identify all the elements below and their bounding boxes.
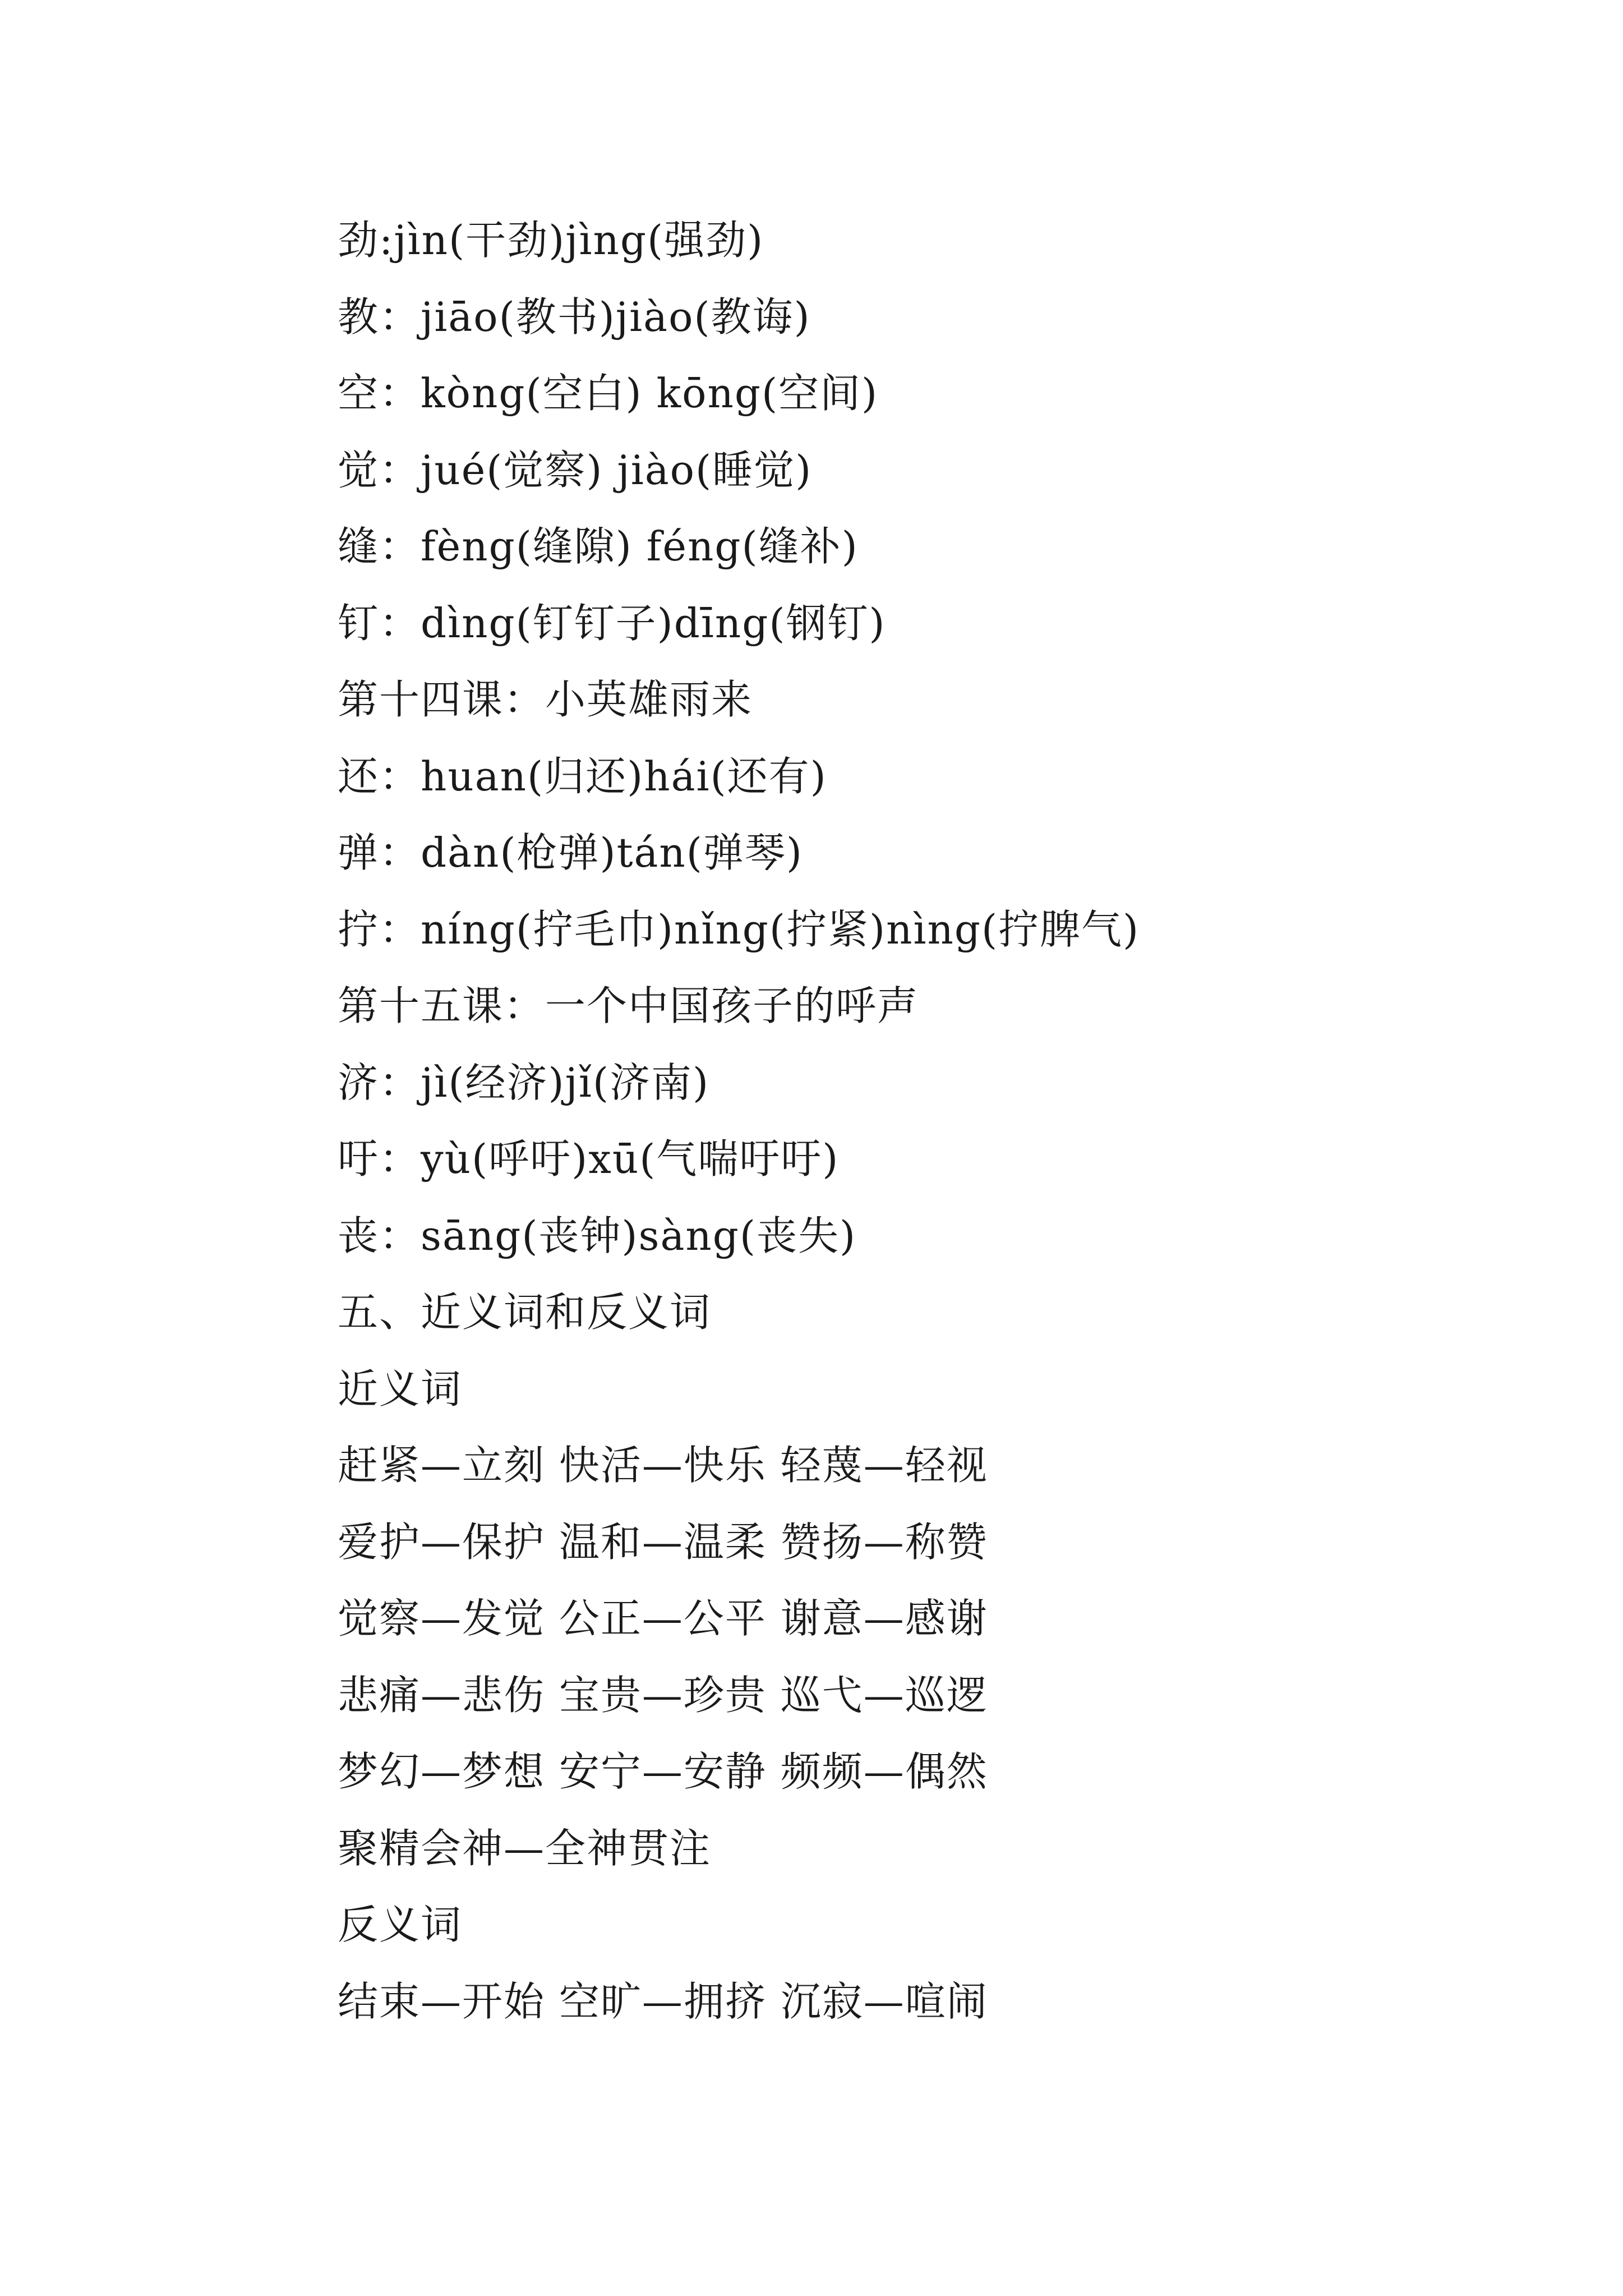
polyphone-jin: 劲:jìn(干劲)jìng(强劲)	[338, 217, 764, 264]
polyphone-ji: 济：jì(经济)jǐ(济南)	[338, 1059, 710, 1106]
polyphone-yu: 吁：yù(呼吁)xū(气喘吁吁)	[338, 1135, 840, 1182]
lesson-15-heading: 第十五课：一个中国孩子的呼声	[338, 982, 919, 1029]
polyphone-ding: 钉：dìng(钉钉子)dīng(钢钉)	[338, 599, 886, 647]
antonyms-row: 结束—开始 空旷—拥挤 沉寂—喧闹	[338, 1977, 988, 2025]
synonyms-row: 爱护—保护 温和—温柔 赞扬—称赞	[338, 1518, 988, 1566]
synonyms-row: 觉察—发觉 公正—公平 谢意—感谢	[338, 1595, 988, 1642]
synonyms-row: 聚精会神—全神贯注	[338, 1824, 712, 1872]
document-body	[338, 202, 1515, 2040]
polyphone-huan: 还：huan(归还)hái(还有)	[338, 752, 827, 800]
lesson-14-heading: 第十四课：小英雄雨来	[338, 676, 753, 723]
synonyms-row: 赶紧—立刻 快活—快乐 轻蔑—轻视	[338, 1442, 988, 1489]
polyphone-jiao: 教：jiāo(教书)jiào(教诲)	[338, 293, 811, 341]
polyphone-ning: 拧：níng(拧毛巾)nǐng(拧紧)nìng(拧脾气)	[338, 905, 1140, 953]
polyphone-feng: 缝：fèng(缝隙) féng(缝补)	[338, 523, 859, 570]
antonyms-heading: 反义词	[338, 1901, 463, 1948]
synonyms-row: 悲痛—悲伤 宝贵—珍贵 巡弋—巡逻	[338, 1671, 988, 1719]
polyphone-dan: 弹：dàn(枪弹)tán(弹琴)	[338, 829, 803, 876]
polyphone-sang: 丧：sāng(丧钟)sàng(丧失)	[338, 1212, 857, 1259]
polyphone-jue: 觉：jué(觉察) jiào(睡觉)	[338, 446, 813, 494]
section-5-heading: 五、近义词和反义词	[338, 1289, 712, 1336]
polyphone-kong: 空：kòng(空白) kōng(空间)	[338, 370, 879, 417]
synonyms-heading: 近义词	[338, 1365, 463, 1412]
synonyms-row: 梦幻—梦想 安宁—安静 频频—偶然	[338, 1748, 988, 1795]
